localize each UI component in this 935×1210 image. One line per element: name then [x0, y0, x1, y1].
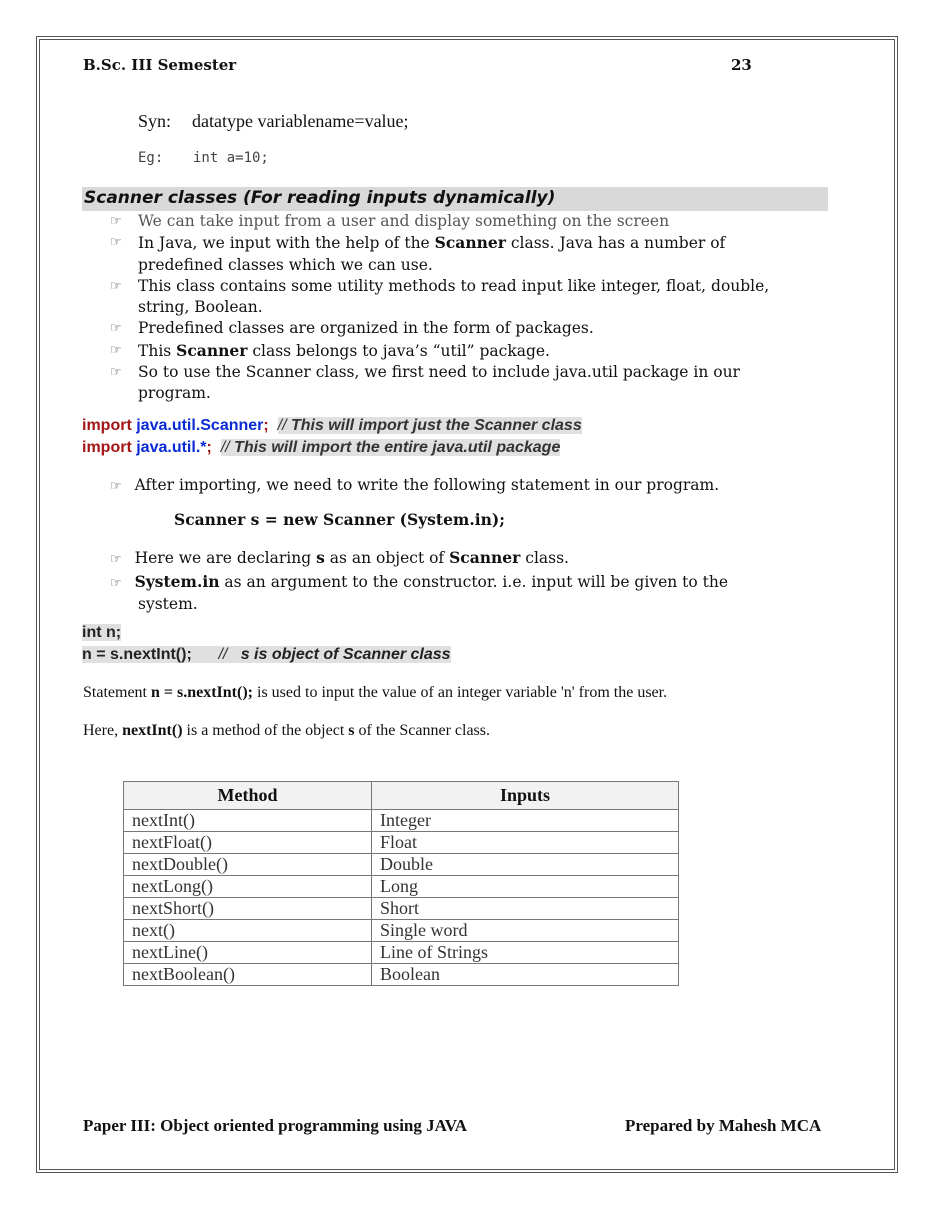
- list-item-bold: s: [316, 548, 325, 567]
- paragraph-bold: s: [348, 722, 355, 739]
- code-line: [82, 644, 451, 665]
- list-item: [110, 362, 830, 383]
- paragraph-text: is used to input the value of an integer variable 'n' from the user.: [253, 684, 668, 701]
- scanner-methods-table: [123, 781, 679, 986]
- list-item-text: as an argument to the constructor. i.e. input will be given to the: [219, 572, 729, 591]
- table-cell-method: nextBoolean(): [124, 964, 372, 986]
- pointing-hand-icon: ☞: [110, 552, 122, 567]
- footer-paper-title: Paper III: Object oriented programming using JAVA: [83, 1116, 468, 1135]
- list-item-text: class belongs to java’s “util” package.: [247, 341, 550, 360]
- here-paragraph: [83, 722, 490, 740]
- paragraph-text: Statement: [83, 684, 151, 701]
- paragraph-bold: nextInt(): [122, 722, 183, 739]
- table-cell-input: Line of Strings: [372, 942, 679, 964]
- table-cell-method: nextInt(): [124, 810, 372, 832]
- code-semicolon: ;: [263, 417, 269, 434]
- code-semicolon: ;: [206, 439, 212, 456]
- table-row: [124, 854, 679, 876]
- paragraph-text: is a method of the object: [182, 722, 349, 739]
- code-comment-marker: //: [277, 417, 287, 434]
- section-title: Scanner classes (For reading inputs dynamically): [84, 188, 556, 208]
- table-cell-input: Float: [372, 832, 679, 854]
- header-semester: B.Sc. III Semester: [83, 56, 237, 74]
- table-row: [124, 964, 679, 986]
- paragraph-bold: n = s.nextInt();: [150, 684, 253, 701]
- pointing-hand-icon: ☞: [110, 479, 122, 494]
- list-item-continuation: [110, 383, 830, 404]
- code-text: n = s.nextInt();: [82, 646, 192, 663]
- pointing-hand-icon: ☞: [110, 575, 122, 591]
- list-item-bold: System.in: [134, 571, 220, 591]
- table-row: [124, 810, 679, 832]
- code-package: java.util.*: [136, 439, 207, 456]
- paragraph-text: Here,: [83, 722, 123, 739]
- code-highlight: [82, 646, 451, 663]
- code-comment-marker: //: [220, 439, 230, 456]
- list-item-text: In Java, we input with the help of the: [138, 234, 435, 253]
- code-comment: This will import just the Scanner class: [290, 417, 582, 434]
- table-cell-method: nextLong(): [124, 876, 372, 898]
- pointing-hand-icon: ☞: [110, 214, 122, 229]
- table-header-method: Method: [124, 782, 372, 810]
- list-item: [110, 340, 830, 362]
- syntax-label: Syn:: [138, 111, 172, 131]
- code-comment: This will import the entire java.util package: [234, 439, 561, 456]
- import-line: [82, 437, 560, 458]
- list-item: [110, 276, 830, 297]
- table-cell-method: nextLine(): [124, 942, 372, 964]
- example-text: int a=10;: [193, 150, 269, 166]
- pointing-hand-icon: ☞: [110, 365, 122, 381]
- list-item-text: We can take input from a user and display something on the screen: [138, 212, 670, 230]
- pointing-hand-icon: ☞: [110, 321, 122, 337]
- list-item-bold: Scanner: [434, 233, 506, 253]
- table-row: [124, 898, 679, 920]
- pointing-hand-icon: ☞: [110, 342, 122, 358]
- list-item-text: class.: [520, 549, 569, 567]
- list-item-continuation: [110, 594, 728, 616]
- code-keyword: import: [82, 417, 132, 434]
- list-item-text: program.: [138, 384, 211, 403]
- table-row: [124, 876, 679, 898]
- list-item-bold: Scanner: [176, 340, 248, 360]
- table-cell-method: nextFloat(): [124, 832, 372, 854]
- pointing-hand-icon: ☞: [110, 278, 122, 294]
- table-header-inputs: Inputs: [372, 782, 679, 810]
- pointing-hand-icon: ☞: [110, 235, 122, 251]
- scanner-statement: Scanner s = new Scanner (System.in);: [174, 510, 505, 529]
- bullet-list-mid: [110, 547, 728, 616]
- table-cell-input: Double: [372, 854, 679, 876]
- table-cell-method: nextShort(): [124, 898, 372, 920]
- code-package: java.util.Scanner: [136, 417, 264, 434]
- list-item-text: as an object of: [324, 549, 450, 567]
- list-item-text: This class contains some utility methods to read input like integer, float, double,: [138, 276, 770, 295]
- paragraph-text: of the Scanner class.: [354, 722, 491, 739]
- list-item: [110, 476, 719, 494]
- table-cell-input: Short: [372, 898, 679, 920]
- table-cell-method: next(): [124, 920, 372, 942]
- table-row: [124, 832, 679, 854]
- list-item-text: Here we are declaring: [134, 549, 317, 567]
- code-line: [82, 622, 121, 643]
- list-item-text: string, Boolean.: [138, 298, 263, 317]
- code-comment: s is object of Scanner class: [240, 646, 451, 663]
- statement-paragraph: [83, 684, 667, 702]
- list-item: [110, 232, 830, 254]
- list-item: [110, 571, 728, 595]
- example-label: Eg:: [138, 150, 164, 166]
- table-cell-input: Boolean: [372, 964, 679, 986]
- list-item-text: After importing, we need to write the following statement in our program.: [134, 476, 720, 494]
- list-item: [110, 318, 830, 339]
- list-item: [110, 211, 830, 232]
- list-item: [110, 547, 728, 571]
- table-header-row: [124, 782, 679, 810]
- table-row: [124, 920, 679, 942]
- code-keyword: import: [82, 439, 132, 456]
- code-text: int n;: [82, 624, 122, 641]
- list-item-text: class. Java has a number of: [505, 234, 726, 253]
- list-item-text: predefined classes which we can use.: [138, 255, 433, 274]
- list-item-text: Predefined classes are organized in the form of packages.: [138, 319, 594, 338]
- table-cell-input: Long: [372, 876, 679, 898]
- bullet-list-top: [110, 211, 830, 405]
- import-line: [82, 415, 582, 436]
- table-cell-method: nextDouble(): [124, 854, 372, 876]
- list-item-text: This: [138, 341, 177, 360]
- syntax-text: datatype variablename=value;: [192, 111, 409, 131]
- page-number: 23: [731, 56, 752, 74]
- list-item-continuation: [110, 297, 830, 318]
- footer-author: Prepared by Mahesh MCA: [625, 1116, 822, 1135]
- list-item-text: system.: [138, 595, 198, 613]
- list-item-bold: Scanner: [449, 548, 521, 567]
- table-row: [124, 942, 679, 964]
- code-comment-marker: //: [218, 646, 228, 663]
- table-cell-input: Integer: [372, 810, 679, 832]
- list-item-continuation: [110, 255, 830, 276]
- table-cell-input: Single word: [372, 920, 679, 942]
- list-item-text: So to use the Scanner class, we first need to include java.util package in our: [138, 363, 740, 382]
